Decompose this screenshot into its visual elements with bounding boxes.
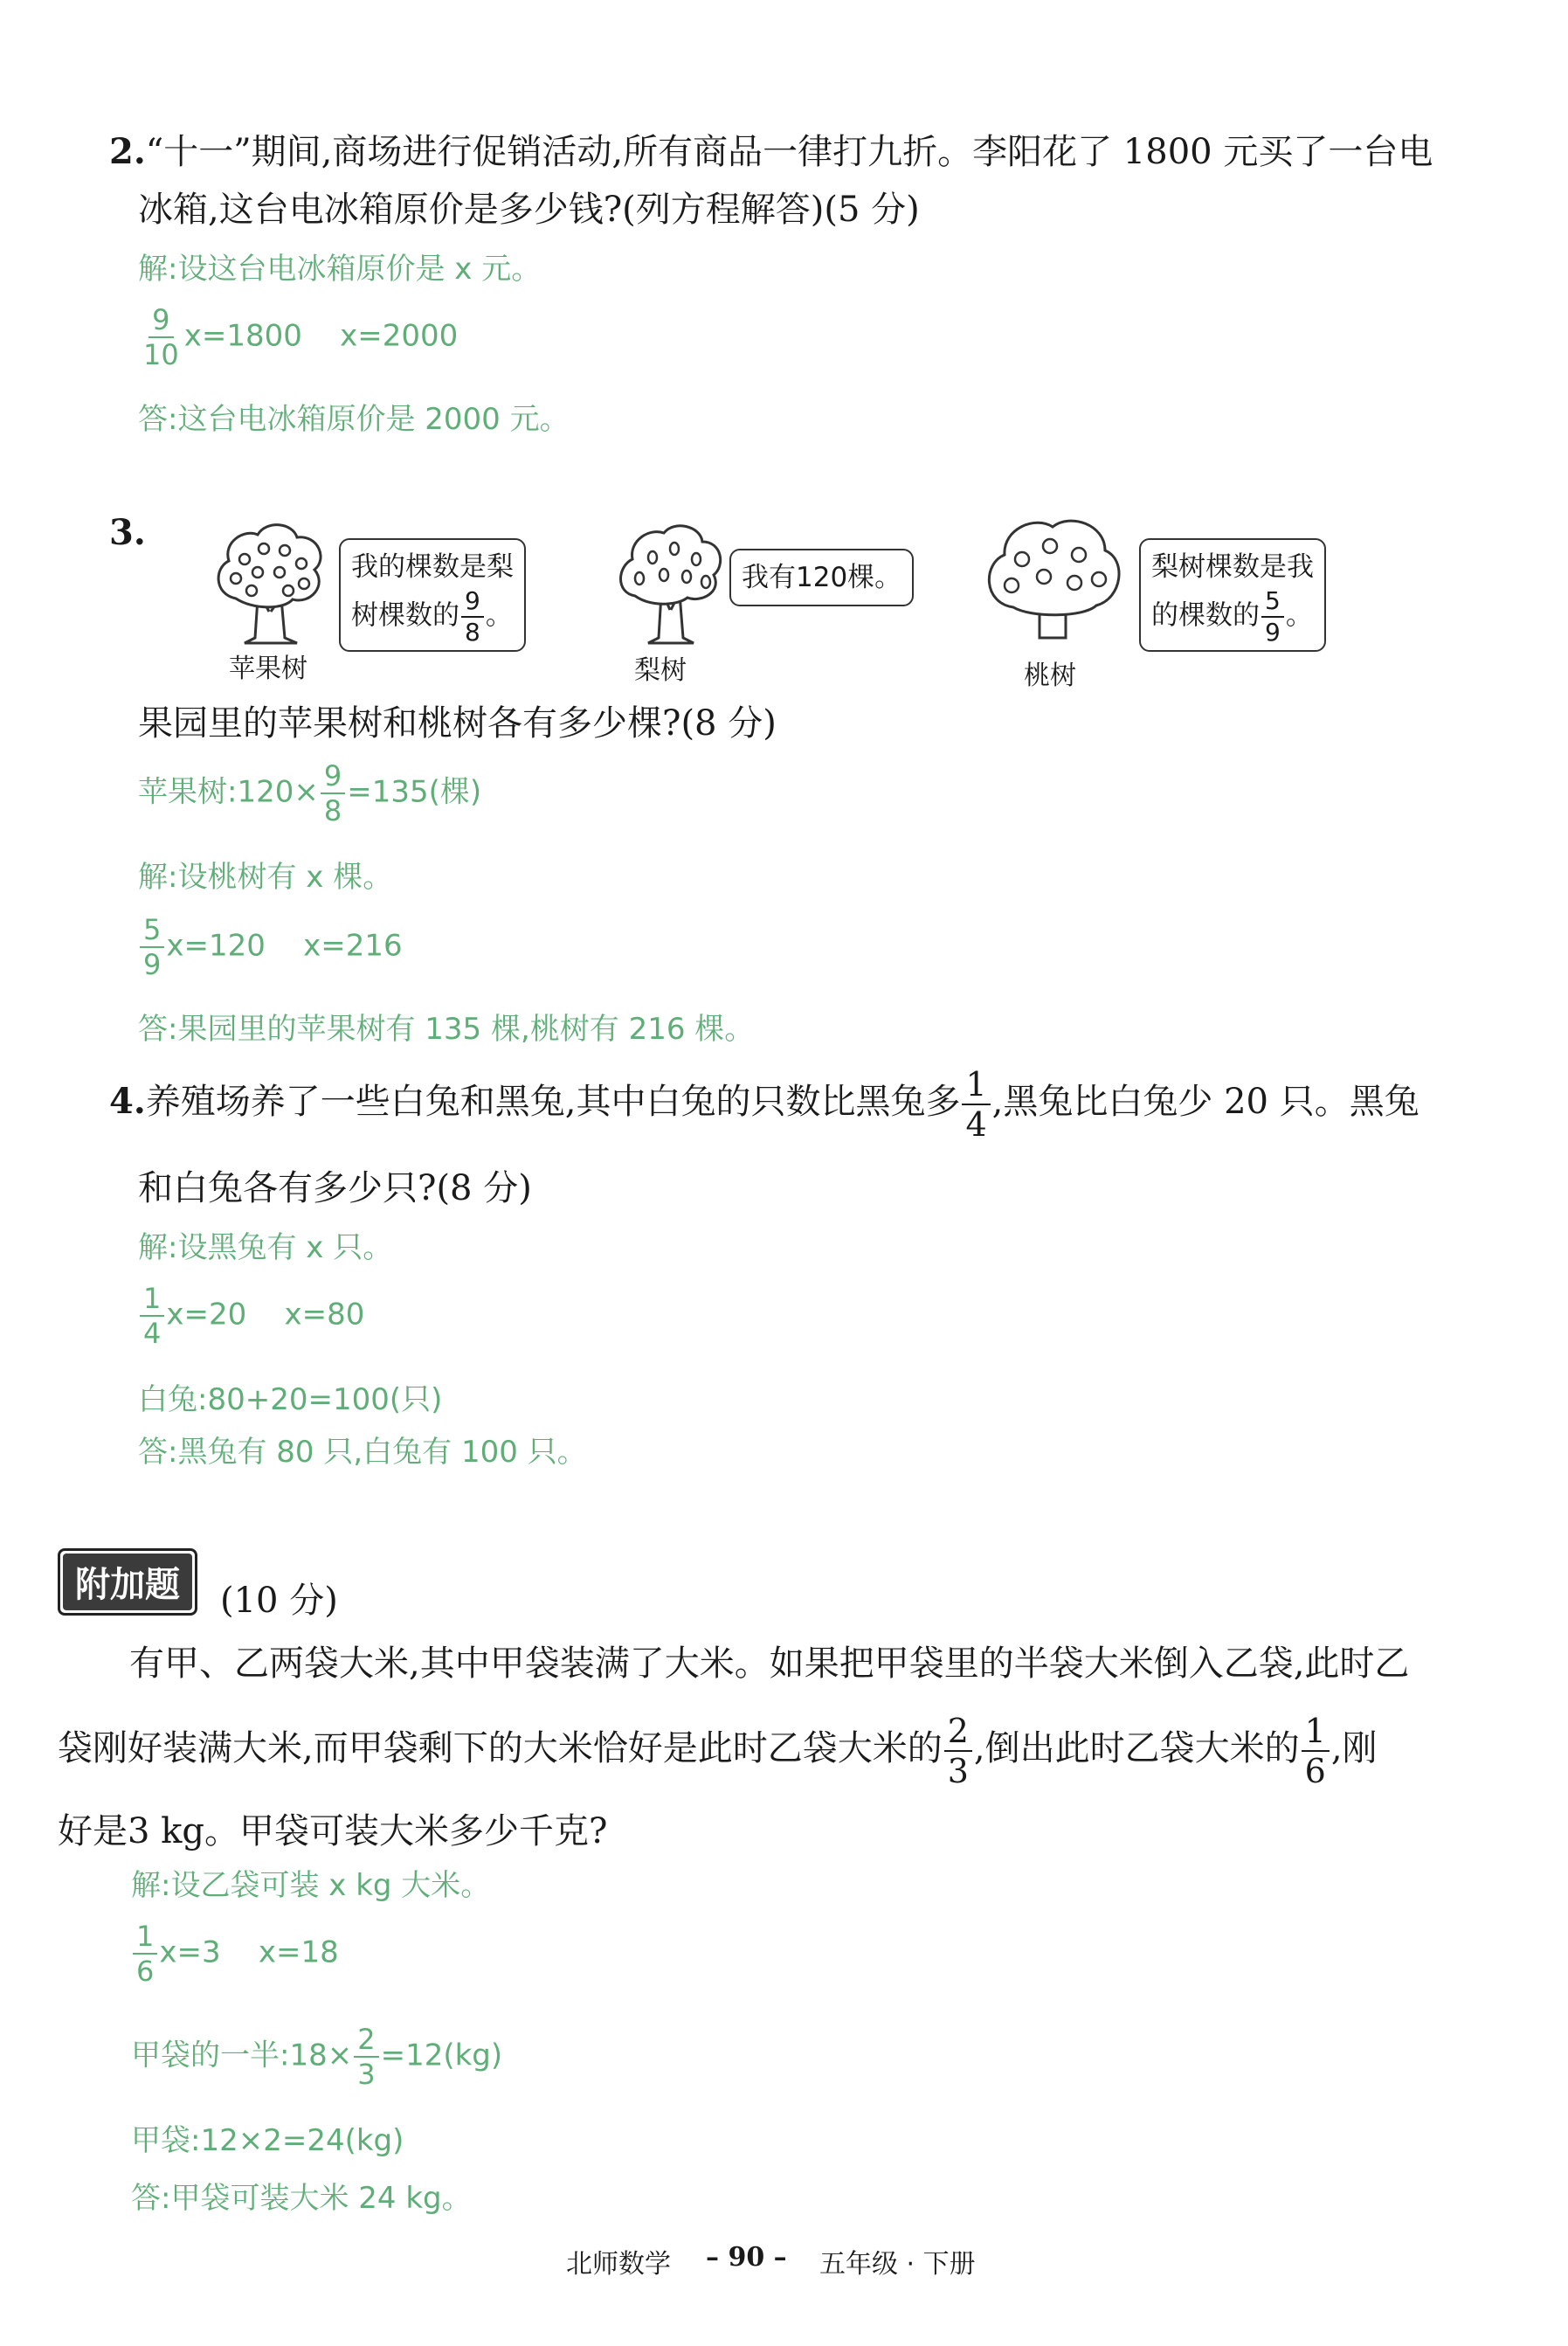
bonus-answer-4: 甲袋:12×2=24(kg) — [131, 2123, 404, 2158]
bonus-title-badge — [58, 1548, 197, 1616]
q3-question: 果园里的苹果树和桃树各有多少棵?(8 分) — [138, 703, 777, 744]
q2-text-1: “十一”期间,商场进行促销活动,所有商品一律打九折。李阳花了 1800 元买了一台电 — [145, 132, 1433, 172]
pear-speech-bubble: 我有120棵。 — [729, 549, 914, 606]
q3-answer-1: 苹果树:120× $\frac{9}{8}$ =135(棵) — [138, 759, 482, 827]
q4-answer-4: 答:黑兔有 80 只,白兔有 100 只。 — [138, 1435, 587, 1470]
q2-answer-2: $\frac{9}{10}$ x=1800 x=2000 — [138, 306, 458, 369]
peach-bubble-line2: 的棵数的 $\frac{5}{9}$ 。 — [1151, 586, 1313, 647]
peach-bubble-line1: 梨树棵数是我 — [1151, 551, 1314, 583]
peach-speech-bubble — [1139, 538, 1326, 652]
q4-line1: 4.养殖场养了一些白兔和黑兔,其中白兔的只数比黑兔多 $\frac{1}{4}$ ,黑兔比白兔少 20 只。黑兔 — [109, 1065, 1419, 1144]
apple-speech-bubble — [339, 538, 526, 652]
q4-number: 4. — [109, 1081, 146, 1122]
q3-answer-3: $\frac{5}{9}$ x=120 x=216 — [138, 916, 403, 979]
apple-tree-label: 苹果树 — [229, 654, 307, 684]
bonus-score: (10 分) — [220, 1581, 338, 1621]
bonus-answer-2: $\frac{1}{6}$ x=3 x=18 — [131, 1922, 339, 1985]
q2-number: 2. — [109, 131, 146, 172]
bonus-title: 附加题 — [63, 1554, 192, 1610]
bonus-line2: 袋刚好装满大米,而甲袋剩下的大米恰好是此时乙袋大米的 $\frac{2}{3}$ ,倒出此时乙袋大米的 $\frac{1}{6}$ ,刚 — [58, 1712, 1378, 1790]
q2-line2: 冰箱,这台电冰箱原价是多少钱?(列方程解答)(5 分) — [138, 190, 920, 230]
bonus-answer-1: 解:设乙袋可装 x kg 大米。 — [131, 1868, 491, 1903]
q4-answer-1: 解:设黑兔有 x 只。 — [138, 1230, 393, 1265]
pear-tree-label: 梨树 — [634, 655, 687, 686]
q2-line1 — [109, 131, 1433, 173]
bonus-line1: 有甲、乙两袋大米,其中甲袋装满了大米。如果把甲袋里的半袋大米倒入乙袋,此时乙 — [129, 1644, 1410, 1684]
q4-answer-3: 白兔:80+20=100(只) — [138, 1382, 443, 1417]
q2-answer-3: 答:这台电冰箱原价是 2000 元。 — [138, 402, 570, 437]
q4-answer-2: $\frac{1}{4}$ x=20 x=80 — [138, 1284, 364, 1347]
peach-tree-label: 桃树 — [1024, 661, 1076, 691]
footer-grade: 五年级 · 下册 — [819, 2249, 976, 2280]
bonus-answer-5: 答:甲袋可装大米 24 kg。 — [131, 2181, 472, 2216]
q3-answer-2: 解:设桃树有 x 棵。 — [138, 860, 393, 895]
bonus-line3: 好是3 kg。甲袋可装大米多少千克? — [58, 1811, 608, 1851]
q3-answer-4: 答:果园里的苹果树有 135 棵,桃树有 216 棵。 — [138, 1012, 755, 1047]
page-number: – 90 – — [706, 2242, 787, 2273]
q2-fraction: $\frac{9}{10}$ — [143, 303, 179, 371]
q2-answer-1: 解:设这台电冰箱原价是 x 元。 — [138, 252, 542, 287]
pear-tree-icon — [613, 516, 727, 647]
q3-number: 3. — [109, 512, 146, 553]
footer-book-title: 北师数学 — [566, 2249, 671, 2280]
bonus-answer-3: 甲袋的一半:18× $\frac{2}{3}$ =12(kg) — [131, 2023, 503, 2091]
q4-line2: 和白兔各有多少只?(8 分) — [138, 1168, 532, 1208]
apple-bubble-line1: 我的棵数是梨 — [351, 551, 514, 583]
peach-tree-icon — [978, 511, 1127, 651]
apple-tree-icon — [210, 516, 332, 647]
apple-bubble-line2: 树棵数的 $\frac{9}{8}$ 。 — [351, 586, 513, 647]
